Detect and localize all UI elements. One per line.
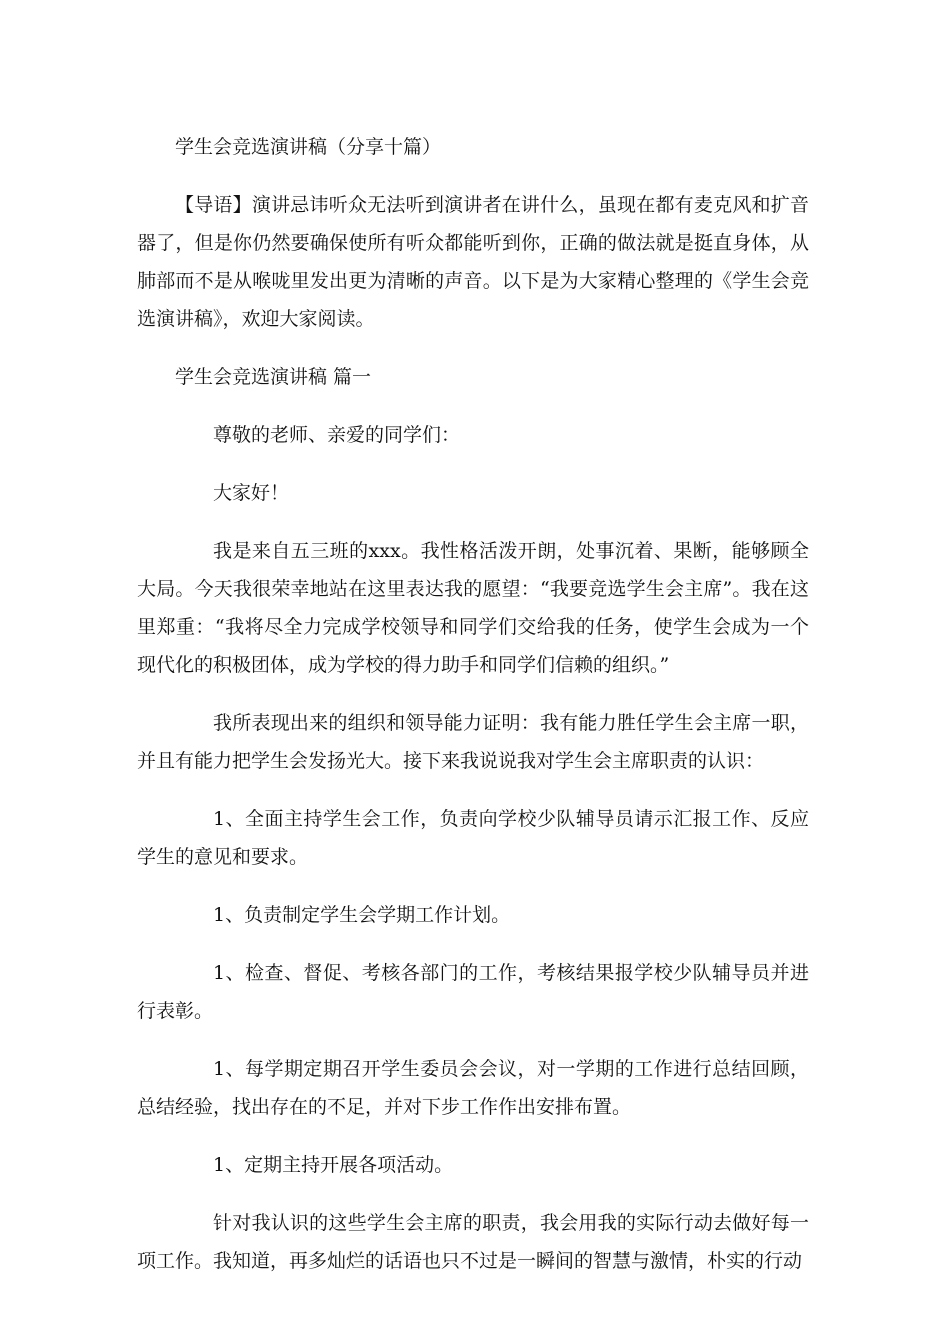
greeting: 大家好！ <box>213 482 290 504</box>
duty-item: 1、负责制定学生会学期工作计划。 <box>213 904 511 926</box>
section-title: 学生会竞选演讲稿 篇一 <box>175 366 372 388</box>
lead-paragraph <box>137 186 809 338</box>
duty-item: 1、定期主持开展各项活动。 <box>213 1154 454 1176</box>
document-title: 学生会竞选演讲稿（分享十篇） <box>175 136 442 158</box>
body-paragraph: 我所表现出来的组织和领导能力证明：我有能力胜任学生会主席一职，并且有能力把学生会发扬光大。接下来我说说我对学生会主席职责的认识： <box>137 712 809 772</box>
lead-text: 演讲忌讳听众无法听到演讲者在讲什么，虽现在都有麦克风和扩音器了，但是你仍然要确保使所有听众都能听到你，正确的做法就是挺直身体，从肺部而不是从喉咙里发出更为清晰的声音。以下是为大家精心整理的《学生会竞选演讲稿》，欢迎大家阅读。 <box>137 194 809 330</box>
salutation: 尊敬的老师、亲爱的同学们： <box>213 424 461 446</box>
document-body <box>137 128 809 1300</box>
body-paragraph: 针对我认识的这些学生会主席的职责，我会用我的实际行动去做好每一项工作。我知道，再多灿烂的话语也只不过是一瞬间的智慧与激情，朴实的行动 <box>137 1212 809 1272</box>
lead-mark: 【导语】 <box>175 194 252 216</box>
duty-item: 1、全面主持学生会工作，负责向学校少队辅导员请示汇报工作、反应学生的意见和要求。 <box>137 808 809 868</box>
duty-item: 1、检查、督促、考核各部门的工作，考核结果报学校少队辅导员并进行表彰。 <box>137 962 809 1022</box>
duty-item: 1、每学期定期召开学生委员会会议，对一学期的工作进行总结回顾，总结经验，找出存在的不足，并对下步工作作出安排布置。 <box>137 1058 809 1118</box>
body-paragraph: 我是来自五三班的xxx。我性格活泼开朗，处事沉着、果断，能够顾全大局。今天我很荣幸地站在这里表达我的愿望：“我要竞选学生会主席”。我在这里郑重：“我将尽全力完成学校领导和同学们交给我的任务，使学生会成为一个现代化的积极团体，成为学校的得力助手和同学们信赖的组织。” <box>137 540 809 676</box>
